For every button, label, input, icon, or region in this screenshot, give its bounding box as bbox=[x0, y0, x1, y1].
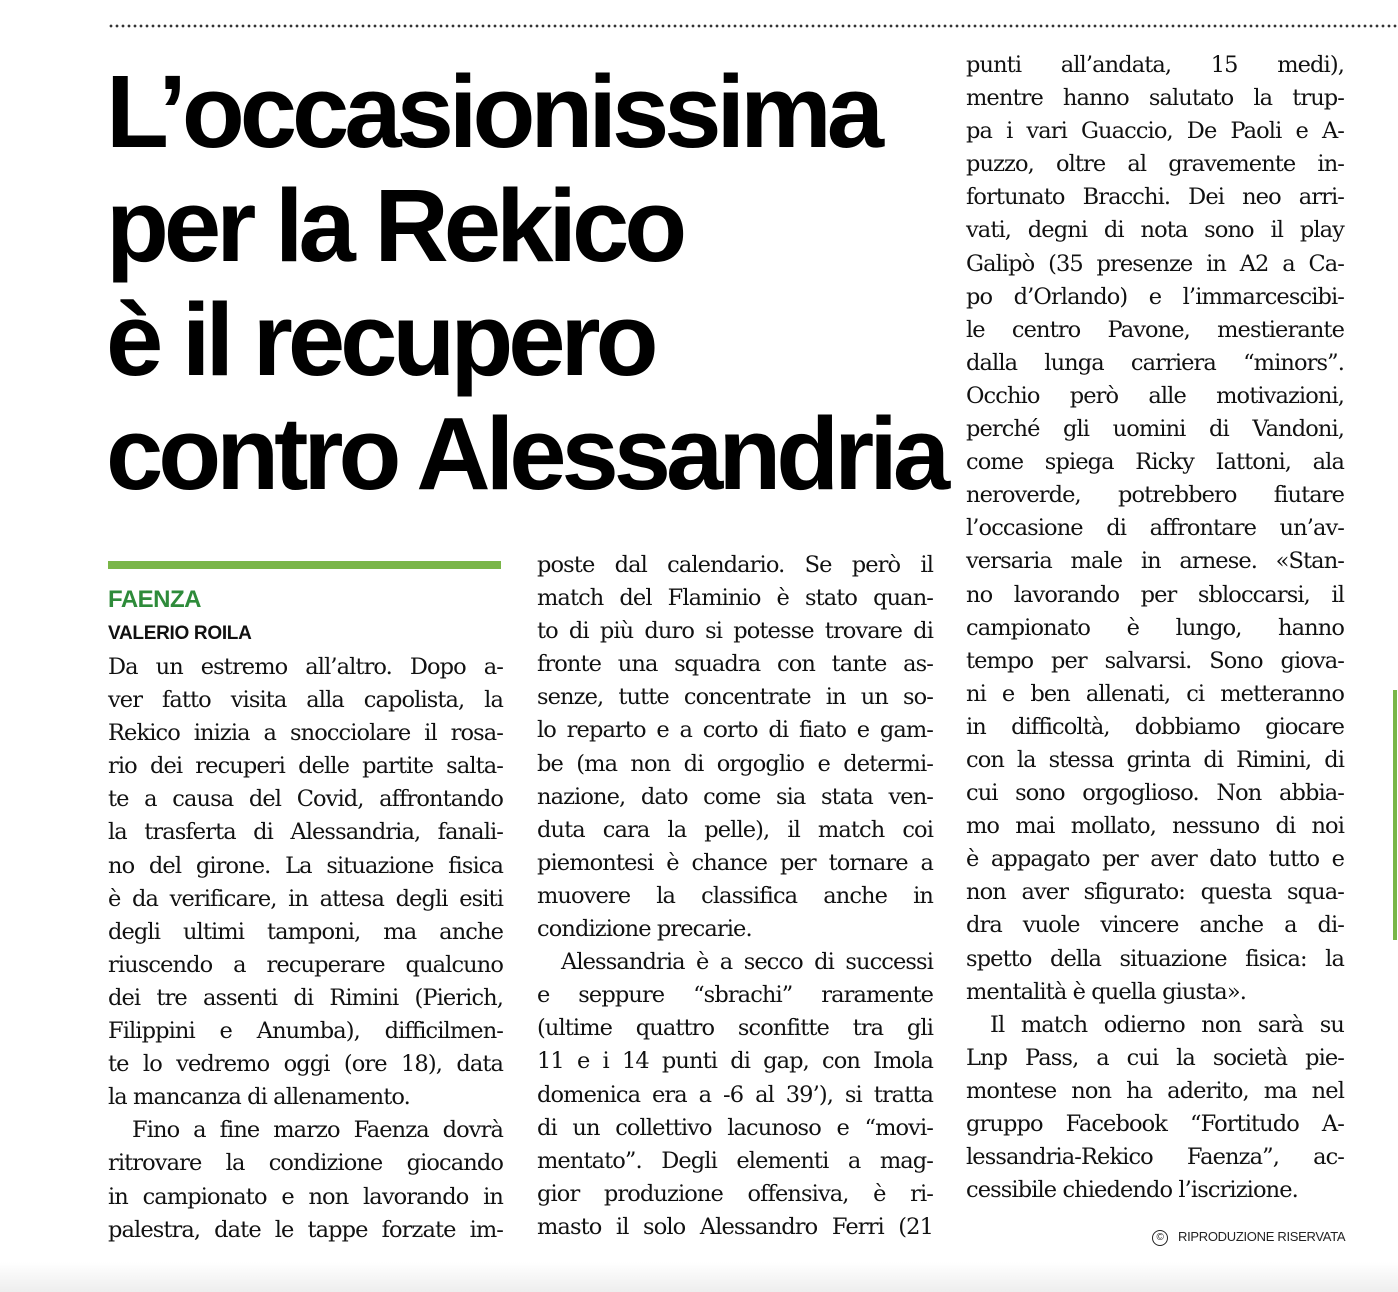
text-line: Da un estremo all’altro. Dopo a- bbox=[108, 654, 503, 680]
top-dotted-rule bbox=[108, 24, 1398, 28]
text-line: palestra, date le tappe forzate im- bbox=[108, 1216, 503, 1243]
text-line: degli ultimi tamponi, ma anche bbox=[108, 918, 503, 945]
headline-line: è il recupero bbox=[106, 282, 654, 397]
text-line: masto il solo Alessandro Ferri (21 bbox=[537, 1213, 933, 1240]
text-column-1 bbox=[108, 651, 503, 1247]
text-line: è da verificare, in attesa degli esiti bbox=[108, 885, 503, 912]
text-line: domenica era a -6 al 39’), si tratta bbox=[537, 1081, 933, 1108]
headline-line: per la Rekico bbox=[106, 168, 683, 283]
text-line: 11 e i 14 punti di gap, con Imola bbox=[537, 1048, 933, 1075]
text-line: be (ma non di orgoglio e determi- bbox=[537, 750, 933, 777]
text-line: mo mai mollato, nessuno di noi bbox=[966, 813, 1344, 840]
text-line: la mancanza di allenamento. bbox=[108, 1084, 410, 1111]
text-line: punti all’andata, 15 medi), bbox=[966, 52, 1344, 78]
text-line: ni e ben allenati, ci metteranno bbox=[966, 680, 1344, 707]
author-byline: VALERIO ROILA bbox=[108, 623, 252, 644]
text-column-3 bbox=[966, 49, 1344, 1207]
text-line: condizione precarie. bbox=[537, 916, 752, 943]
text-line: Lnp Pass, a cui la società pie- bbox=[966, 1044, 1344, 1071]
text-line: vati, degni di nota sono il play bbox=[966, 217, 1344, 244]
text-line: fronte una squadra con tante as- bbox=[537, 651, 933, 678]
text-line: po d’Orlando) e l’immarcescibi- bbox=[966, 283, 1344, 310]
text-line: duta cara la pelle), il match coi bbox=[537, 816, 933, 843]
text-line: mentato”. Degli elementi a mag- bbox=[537, 1147, 933, 1174]
text-line: senze, tutte concentrate in un so- bbox=[537, 684, 933, 711]
text-line: Occhio però alle motivazioni, bbox=[966, 382, 1344, 409]
text-line: gior produzione offensiva, è ri- bbox=[537, 1180, 933, 1207]
text-line: Galipò (35 presenze in A2 a Ca- bbox=[966, 250, 1344, 277]
text-line: neroverde, potrebbero fiutare bbox=[966, 482, 1344, 509]
text-line: in campionato e non lavorando in bbox=[108, 1183, 503, 1210]
text-line: poste dal calendario. Se però il bbox=[537, 552, 933, 578]
text-line: tempo per salvarsi. Sono giova- bbox=[966, 647, 1344, 674]
text-line: mentre hanno salutato la trup- bbox=[966, 85, 1344, 112]
text-line: e seppure “sbrachi” raramente bbox=[537, 982, 933, 1009]
text-line: dra vuole vincere anche a di- bbox=[966, 912, 1344, 939]
text-line: montese non ha aderito, ma nel bbox=[966, 1077, 1344, 1104]
text-line: match del Flaminio è stato quan- bbox=[537, 585, 933, 612]
text-line: (ultime quattro sconfitte tra gli bbox=[537, 1015, 933, 1042]
text-line: to di più duro si potesse trovare di bbox=[537, 618, 933, 645]
headline-line: contro Alessandria bbox=[106, 396, 946, 511]
text-line: rio dei recuperi delle partite salta- bbox=[108, 753, 503, 780]
text-line: puzzo, oltre al gravemente in- bbox=[966, 151, 1344, 178]
text-line: campionato è lungo, hanno bbox=[966, 614, 1344, 641]
section-rule bbox=[108, 561, 501, 569]
text-line: gruppo Facebook “Fortitudo A- bbox=[966, 1111, 1344, 1137]
text-line: muovere la classifica anche in bbox=[537, 882, 933, 909]
text-line: Alessandria è a secco di successi bbox=[561, 949, 933, 976]
text-line: cessibile chiedendo l’iscrizione. bbox=[966, 1177, 1298, 1204]
text-line: pa i vari Guaccio, De Paoli e A- bbox=[966, 118, 1344, 145]
text-line: lessandria-Rekico Faenza”, ac- bbox=[966, 1144, 1344, 1171]
text-line: dalla lunga carriera “minors”. bbox=[966, 349, 1344, 376]
text-line: lo reparto e a corto di fiato e gam- bbox=[537, 717, 933, 744]
text-line: piemontesi è chance per tornare a bbox=[537, 849, 933, 876]
text-line: riuscendo a recuperare qualcuno bbox=[108, 951, 503, 978]
headline bbox=[106, 54, 946, 511]
text-line: mentalità è quella giusta». bbox=[966, 978, 1246, 1005]
text-line: spetto della situazione fisica: la bbox=[966, 945, 1344, 972]
text-line: perché gli uomini di Vandoni, bbox=[966, 416, 1344, 443]
text-line: no lavorando per sbloccarsi, il bbox=[966, 581, 1344, 608]
copyright-icon: © bbox=[1152, 1230, 1168, 1246]
text-line: di un collettivo lacunoso e “movi- bbox=[537, 1114, 933, 1141]
page-edge-marker bbox=[1393, 690, 1397, 940]
text-line: come spiega Ricky Iattoni, ala bbox=[966, 449, 1344, 476]
location-label: FAENZA bbox=[108, 586, 201, 613]
text-line: nazione, dato come sia stata ven- bbox=[537, 783, 933, 810]
text-line: te a causa del Covid, affrontando bbox=[108, 786, 503, 813]
text-line: fortunato Bracchi. Dei neo arri- bbox=[966, 184, 1344, 211]
text-line: versaria male in arnese. «Stan- bbox=[966, 548, 1344, 575]
text-line: Il match odierno non sarà su bbox=[990, 1011, 1344, 1038]
text-line: in difficoltà, dobbiamo giocare bbox=[966, 713, 1344, 740]
copyright-notice bbox=[1152, 1228, 1345, 1246]
text-line: te lo vedremo oggi (ore 18), data bbox=[108, 1051, 503, 1078]
text-line: dei tre assenti di Rimini (Pierich, bbox=[108, 984, 503, 1011]
text-line: Filippini e Anumba), difficilmen- bbox=[108, 1018, 503, 1045]
text-line: no del girone. La situazione fisica bbox=[108, 852, 503, 879]
page-bottom-shadow bbox=[0, 1262, 1398, 1292]
text-line: ver fatto visita alla capolista, la bbox=[108, 687, 503, 714]
headline-line: L’occasionissima bbox=[106, 54, 880, 169]
text-line: le centro Pavone, mestierante bbox=[966, 316, 1344, 343]
text-line: l’occasione di affrontare un’av- bbox=[966, 515, 1344, 542]
text-line: Fino a fine marzo Faenza dovrà bbox=[132, 1117, 503, 1144]
text-line: la trasferta di Alessandria, fanali- bbox=[108, 819, 503, 846]
text-line: Rekico inizia a snocciolare il rosa- bbox=[108, 720, 503, 747]
text-column-2 bbox=[537, 549, 933, 1244]
text-line: cui sono orgoglioso. Non abbia- bbox=[966, 780, 1344, 807]
copyright-text: RIPRODUZIONE RISERVATA bbox=[1178, 1229, 1346, 1244]
text-line: è appagato per aver dato tutto e bbox=[966, 846, 1344, 873]
text-line: non aver sfigurato: questa squa- bbox=[966, 879, 1344, 906]
text-line: con la stessa grinta di Rimini, di bbox=[966, 746, 1344, 773]
text-line: ritrovare la condizione giocando bbox=[108, 1150, 503, 1177]
